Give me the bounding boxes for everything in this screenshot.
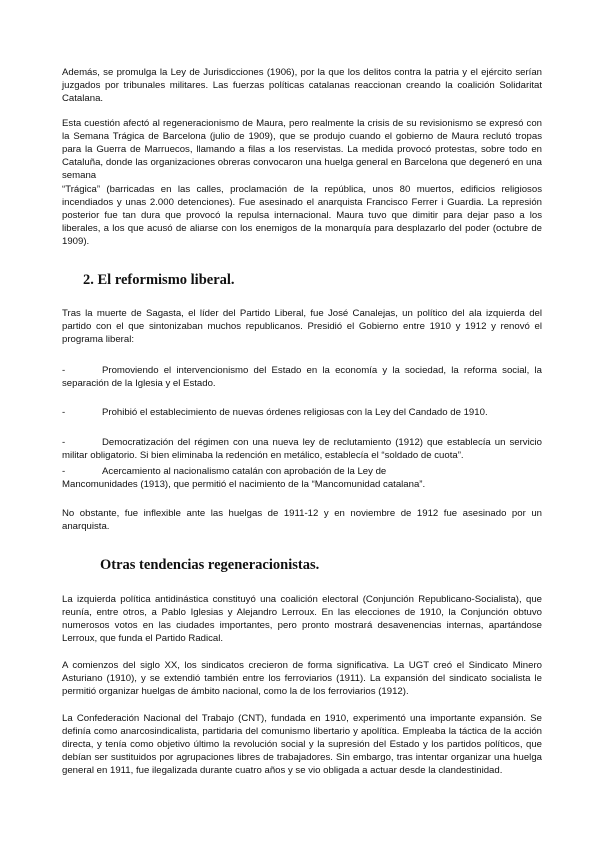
bullet-text: Prohibió el establecimiento de nuevas órdenes religiosas con la Ley del Candado de 1910.	[102, 407, 488, 418]
list-item	[62, 465, 542, 491]
paragraph-conjuncion: La izquierda política antidinástica constituyó una coalición electoral (Conjunción Republicano-Socialista), que reunía, entre otros, a Pablo Iglesias y Alejandro Lerroux. En las elecciones de 1910, la Conjunción obtuvo numerosos votos en las ciudades importantes, pero pronto mostrará desavenencias internas, apartándose Lerroux, que funda el Partido Radical.	[62, 594, 542, 645]
bullet-dash: -	[62, 365, 66, 376]
bullet-dash: -	[62, 466, 66, 477]
bullet-dash: -	[62, 437, 66, 448]
bullet-text-continued: Mancomunidades (1913), que permitió el nacimiento de la “Mancomunidad catalana”.	[62, 479, 426, 491]
bullet-dash: -	[62, 407, 66, 418]
bullet-text: Democratización del régimen con una nueva ley de reclutamiento (1912) que establecía un servicio militar obligatorio. Si bien eliminaba la redención en metálico, establecía el “soldado de cuota”.	[62, 437, 542, 462]
paragraph-semana-tragica: Esta cuestión afectó al regeneracionismo de Maura, pero realmente la crisis de su revisionismo se expresó con la Semana Trágica de Barcelona (julio de 1909), que se produjo cuando el gobierno de Maura reclutó tropas para la Guerra de Marruecos, llamando a filas a los reservistas. La medida provocó protestas, sobre todo en Cataluña, donde las organizaciones obreras convocaron una huelga general en Barcelona que degeneró en una semana	[62, 118, 542, 182]
list-item	[62, 436, 542, 462]
list-item	[62, 364, 542, 390]
paragraph-canalejas: Tras la muerte de Sagasta, el líder del Partido Liberal, fue José Canalejas, un político del ala izquierda del partido con el que sintonizaban muchos republicanos. Presidió el Gobierno entre 1910 y 1912 y renovó el programa liberal:	[62, 308, 542, 346]
section-heading-otras-tendencias: Otras tendencias regeneracionistas.	[100, 557, 320, 573]
paragraph-cnt: La Confederación Nacional del Trabajo (CNT), fundada en 1910, experimentó una importante expansión. Se definía como anarcosindicalista, partidaria del comunismo libertario y apolítica. Empleaba la táctica de la acción directa, y tenía como objetivo último la revolución social y la supresión del Estado y los partidos políticos, que debían ser sustituidos por agrupaciones libres de trabajadores. Sin embargo, tras intentar organizar una huelga general en 1911, fue ilegalizada durante cuatro años y se vio obligada a actuar desde la clandestinidad.	[62, 713, 542, 777]
section-heading-reformismo-liberal: 2. El reformismo liberal.	[83, 272, 235, 288]
list-item	[62, 406, 542, 419]
paragraph-tragica-consecuencias: “Trágica” (barricadas en las calles, proclamación de la república, unos 80 muertos, edificios religiosos incendiados y unas 2.000 detenciones). Fue asesinado el anarquista Francisco Ferrer i Guardia. La represión posterior fue tan dura que provocó la repulsa internacional. Maura tuvo que dimitir para dejar paso a los liberales, a los que acusó de aliarse con los enemigos de la monarquía para desplazarlo del poder (octubre de 1909).	[62, 184, 542, 248]
bullet-text: Acercamiento al nacionalismo catalán con aprobación de la Ley de	[102, 466, 387, 477]
paragraph-ley-jurisdicciones: Además, se promulga la Ley de Jurisdicciones (1906), por la que los delitos contra la patria y el ejército serían juzgados por tribunales militares. Las fuerzas políticas catalanas reaccionan creando la coalición Solidaritat Catalana.	[62, 67, 542, 105]
paragraph-huelgas: No obstante, fue inflexible ante las huelgas de 1911-12 y en noviembre de 1912 fue asesinado por un anarquista.	[62, 508, 542, 533]
bullet-text: Promoviendo el intervencionismo del Estado en la economía y la sociedad, la reforma social, la separación de la Iglesia y el Estado.	[62, 365, 542, 390]
paragraph-sindicatos: A comienzos del siglo XX, los sindicatos crecieron de forma significativa. La UGT creó el Sindicato Minero Asturiano (1910), y se extendió también entre los ferroviarios (1911). La expansión del sindicato socialista le permitió organizar huelgas de ámbito nacional, como la de los ferroviarios (1912).	[62, 660, 542, 698]
